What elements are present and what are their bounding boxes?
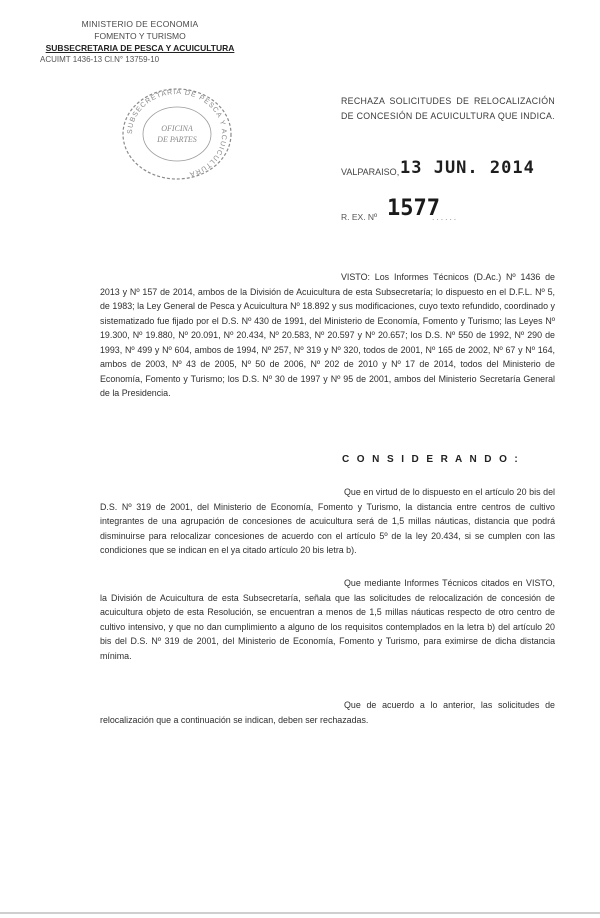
seal-ring-text: SUBSECRETARIA DE PESCA Y ACUICULTURA bbox=[126, 88, 228, 178]
seal-inner-ring bbox=[143, 107, 211, 161]
rex-number-stamp: 1577 bbox=[387, 196, 440, 221]
seal-center-line2: DE PARTES bbox=[157, 135, 197, 144]
seal-center-line1: OFICINA bbox=[161, 124, 193, 133]
resolution-subject: RECHAZA SOLICITUDES DE RELOCALIZACIÓN DE CONCESIÓN DE ACUICULTURA QUE INDICA. bbox=[341, 96, 555, 121]
issue-date-stamp: 13 JUN. 2014 bbox=[400, 158, 535, 178]
ministry-name: MINISTERIO DE ECONOMIA bbox=[81, 19, 199, 29]
issue-place: VALPARAISO, bbox=[341, 167, 400, 177]
visto-paragraph: VISTO: Los Informes Técnicos (D.Ac.) Nº 1436 de 2013 y Nº 157 de 2014, ambos de la División de Acuicultura de esta Subsecretaría; lo dispuesto en el D.F.L. Nº 5, de 1983; la Ley General de Pesca y Acuicultura Nº 18.892 y sus modificaciones, cuyo texto refundido, coordinado y sistematizado fue fijado por el D.S. Nº 430 de 1991, del Ministerio de Economía, Fomento y Turismo; las Leyes Nº 19.300, Nº 19.880, Nº 20.091, Nº 20.434, Nº 20.583, Nº 20.597 y Nº 20.657; los D.S. Nº 550 de 1992, Nº 290 de 1993, Nº 499 y Nº 604, ambos de 1994, Nº 257, Nº 319 y Nº 320, todos de 2001, Nº 165 de 2002, Nº 67 y Nº 164, ambos de 2003, Nº 43 de 2005, Nº 50 de 2006, Nº 202 de 2010 y Nº 17 de 2014, todos del Ministerio de Economía, Fomento y Turismo; los D.S. Nº 30 de 1997 y Nº 95 de 2001, ambos del Ministerio Secretaría General de la Presidencia. bbox=[100, 272, 555, 398]
considerando-heading: C O N S I D E R A N D O : bbox=[342, 454, 521, 465]
considerando-paragraph-2: Que mediante Informes Técnicos citados en VISTO, la División de Acuicultura de esta Subsecretaría, señala que las solicitudes de relocalización de concesión de acuicultura objeto de esta Resolución, se encuentran a menos de 1,5 millas náuticas respecto de otro centro de cultivo intensivo, y que no dan cumplimiento a alguno de los requisitos contemplados en la letra b) del artículo 20 bis del D.S. Nº 319 de 2001, del Ministerio de Economía, Fomento y Turismo, para eximirse de dicha distancia mínima. bbox=[100, 578, 555, 661]
undersecretariat-name: SUBSECRETARIA DE PESCA Y ACUICULTURA bbox=[45, 43, 235, 53]
ministry-subname: FOMENTO Y TURISMO bbox=[94, 31, 186, 41]
letterhead bbox=[40, 18, 240, 66]
reference-code: ACUIMT 1436-13 Cl.N° 13759-10 bbox=[40, 55, 160, 64]
office-seal-stamp bbox=[118, 85, 236, 183]
rex-label: R. EX. Nº bbox=[341, 212, 378, 222]
scan-bottom-edge bbox=[0, 912, 600, 914]
seal-outer-ring bbox=[123, 89, 231, 179]
considerando-paragraph-1: Que en virtud de lo dispuesto en el artículo 20 bis del D.S. Nº 319 de 2001, del Ministerio de Economía, Fomento y Turismo, la distancia entre centros de cultivo integrantes de una agrupación de concesiones de acuicultura será de 1,5 millas náuticas, distancia que podrá disminuirse para relocalizar concesiones de acuerdo con el artículo 5º de la ley 20.434, si se cumplen con las condiciones que se indican en el ya citado artículo 20 bis letra b). bbox=[100, 487, 555, 555]
considerando-paragraph-3: Que de acuerdo a lo anterior, las solicitudes de relocalización que a continuación se indican, deben ser rechazadas. bbox=[100, 700, 555, 725]
rex-dots: ...... bbox=[432, 212, 459, 222]
